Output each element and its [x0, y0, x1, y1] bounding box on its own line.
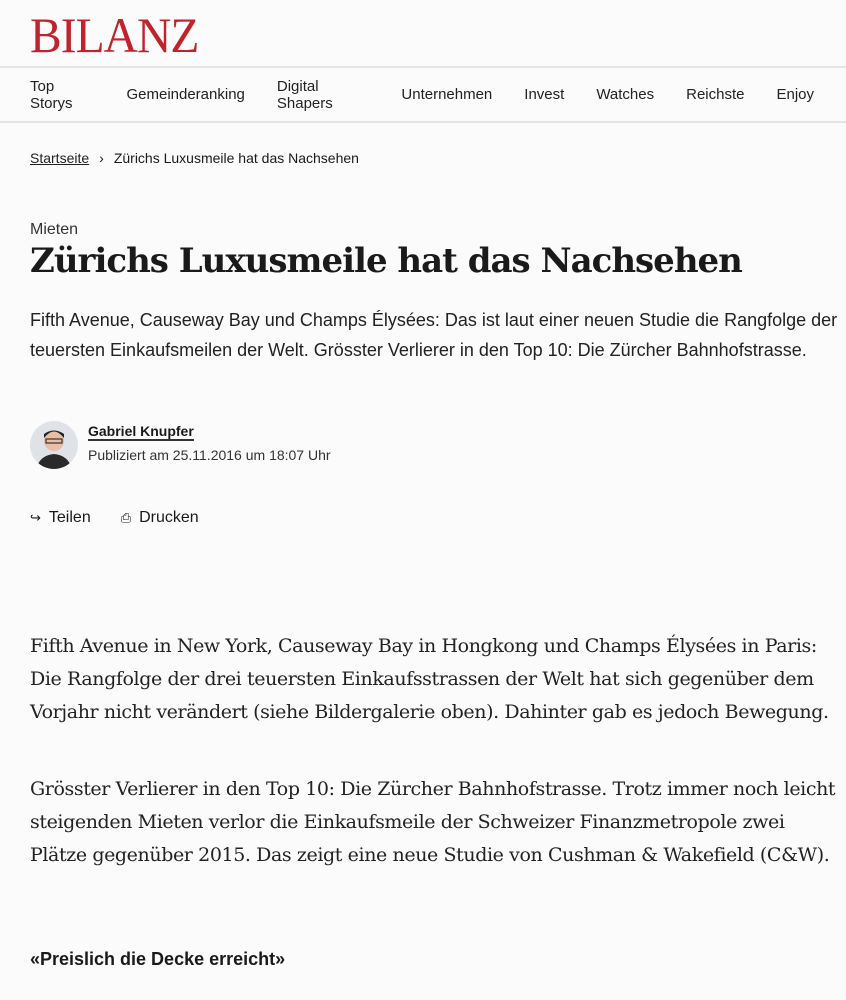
print-button[interactable]: ⎙ Drucken	[120, 509, 199, 526]
nav-digital-shapers[interactable]: Digital Shapers	[276, 77, 333, 112]
main-nav	[0, 66, 846, 123]
article-subheading: «Preislich die Decke erreicht»	[30, 949, 286, 969]
publish-date: Publiziert am 25.11.2016 um 18:07 Uhr	[88, 447, 331, 463]
breadcrumb-current: Zürichs Luxusmeile hat das Nachsehen	[113, 150, 359, 166]
share-button[interactable]: ↪ Teilen	[30, 509, 91, 526]
breadcrumb	[30, 150, 359, 166]
share-icon: ↪	[30, 510, 41, 525]
printer-icon: ⎙	[120, 510, 132, 525]
article-paragraph: Grösster Verlierer in den Top 10: Die Zürcher Bahnhofstrasse. Trotz immer noch leicht steigenden Mieten verlor die Einkaufsmeile der Schweizer Finanzmetropole zwei Plätze gegenüber 2015. Das zeigt eine neue Studie von Cushman & Wakefield (C&W).	[30, 778, 836, 866]
article-paragraph: Fifth Avenue in New York, Causeway Bay in Hongkong und Champs Élysées in Paris: Die Rangfolge der drei teuersten Einkaufsstrassen der Welt hat sich gegenüber dem Vorjahr nicht verändert (siehe Bildergalerie oben). Dahinter gab es jedoch Bewegung.	[30, 635, 829, 723]
nav-top-storys[interactable]: Top Storys	[30, 77, 73, 112]
nav-watches[interactable]: Watches	[596, 86, 655, 103]
nav-unternehmen[interactable]: Unternehmen	[401, 86, 493, 103]
page-title: Zürichs Luxusmeile hat das Nachsehen	[30, 241, 742, 281]
logo[interactable]: BILANZ	[30, 7, 199, 63]
author-link[interactable]: Gabriel Knupfer	[88, 423, 194, 439]
avatar[interactable]	[30, 421, 78, 469]
chevron-right-icon: ›	[99, 150, 104, 166]
nav-enjoy[interactable]: Enjoy	[776, 86, 814, 103]
breadcrumb-home[interactable]: Startseite	[30, 150, 90, 166]
article-actions	[30, 509, 199, 527]
article-kicker: Mieten	[30, 221, 79, 238]
nav-invest[interactable]: Invest	[524, 86, 565, 103]
article-lead: Fifth Avenue, Causeway Bay und Champs Élysées: Das ist laut einer neuen Studie die Rangfolge der teuersten Einkaufsmeilen der Welt. Grösster Verlierer in den Top 10: Die Zürcher Bahnhofstrasse.	[30, 310, 838, 360]
nav-gemeinderanking[interactable]: Gemeinderanking	[126, 86, 245, 103]
nav-reichste[interactable]: Reichste	[686, 86, 745, 103]
